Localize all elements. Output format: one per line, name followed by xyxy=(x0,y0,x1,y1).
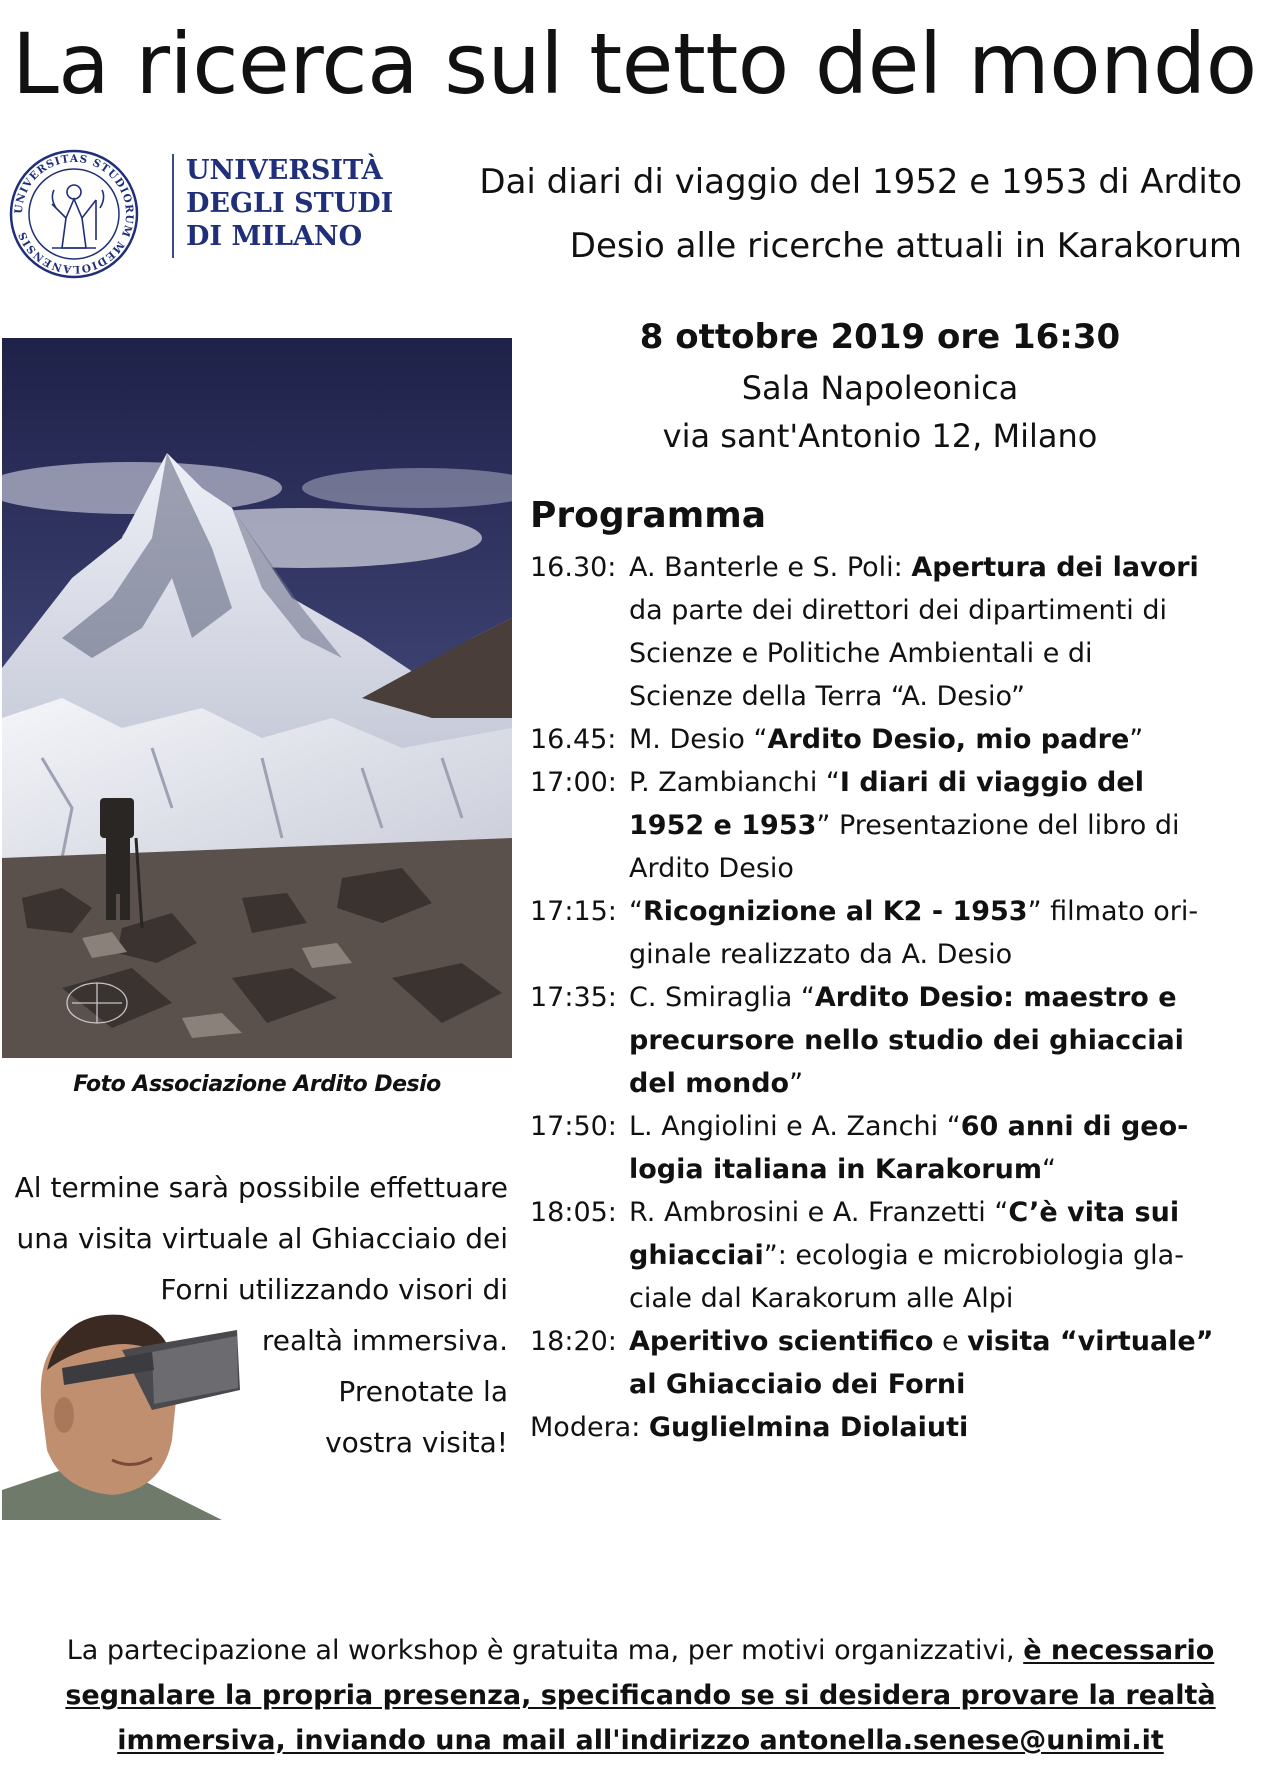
vr-note-line: Prenotate la xyxy=(338,1375,508,1408)
program-entry-time: 17:35: xyxy=(530,982,617,1013)
program-entry-line xyxy=(629,1277,1270,1320)
mountain-glacier-photo xyxy=(2,338,512,1058)
university-name-line: DEGLI STUDI xyxy=(186,188,394,219)
vr-note-line: realtà immersiva. xyxy=(261,1324,508,1357)
program-entry xyxy=(530,718,1270,761)
program-entry-emphasis: Aperitivo scientifico xyxy=(629,1326,934,1357)
program-entry-line xyxy=(629,847,1270,890)
vr-visit-note xyxy=(0,1162,508,1468)
footer-line xyxy=(0,1628,1281,1673)
program-entry-text: ” xyxy=(789,1068,804,1099)
program-entry-description xyxy=(629,761,1270,890)
program-entry-emphasis: precursore nello studio dei ghiacciai xyxy=(629,1025,1184,1056)
vr-note-line: Forni utilizzando visori di xyxy=(160,1273,508,1306)
program-entry-line xyxy=(629,1320,1270,1363)
program-entry-text: Scienze della Terra “A. Desio” xyxy=(629,681,1026,712)
program-entry-line xyxy=(629,718,1270,761)
program-entry-text: ” Presentazione del libro di xyxy=(816,810,1180,841)
program-entry-emphasis: I diari di viaggio del xyxy=(839,767,1144,798)
program-entry-time: 17:50: xyxy=(530,1111,617,1142)
program-entry-text: R. Ambrosini e A. Franzetti “ xyxy=(629,1197,1009,1228)
program-entry-text: ginale realizzato da A. Desio xyxy=(629,939,1013,970)
program-entry-text: “ xyxy=(1041,1154,1056,1185)
footer-line xyxy=(0,1673,1281,1718)
program-entry xyxy=(530,890,1270,976)
logo-divider xyxy=(172,154,174,258)
program-entry-time: 18:05: xyxy=(530,1197,617,1228)
svg-text:UNIVERSITAS STUDIORUM MEDIOLAN xyxy=(13,153,135,275)
event-info xyxy=(560,310,1200,460)
program-entry-description xyxy=(629,890,1270,976)
program-entry-line xyxy=(629,1062,1270,1105)
program-entry-time: 17:00: xyxy=(530,767,617,798)
program-entry xyxy=(530,1191,1270,1320)
program-entry-text: “ xyxy=(629,896,643,927)
program-entry-description xyxy=(629,1191,1270,1320)
footer-contact[interactable]: immersiva, inviando una mail all'indirizzo antonella.senese@unimi.it xyxy=(117,1725,1164,1756)
footer-text: La partecipazione al workshop è gratuita ma, per motivi organizzativi, xyxy=(66,1635,1024,1666)
program-entry-description xyxy=(629,1320,1270,1406)
program-heading: Programma xyxy=(530,495,767,536)
program-entry-emphasis: Apertura dei lavori xyxy=(911,552,1199,583)
program-entry-description xyxy=(629,546,1270,718)
event-address: via sant'Antonio 12, Milano xyxy=(662,417,1098,455)
program-entry-emphasis: Ricognizione al K2 - 1953 xyxy=(643,896,1028,927)
program-entry-description xyxy=(629,1105,1270,1191)
program-entry xyxy=(530,761,1270,890)
university-name-line: DI MILANO xyxy=(186,221,363,252)
program-entry-text: da parte dei direttori dei dipartimenti di xyxy=(629,595,1167,626)
university-seal-icon xyxy=(8,148,140,280)
university-logo xyxy=(8,140,403,275)
program-entry-time: 16.30: xyxy=(530,552,617,583)
program-entry-text: Scienze e Politiche Ambientali e di xyxy=(629,638,1093,669)
program-entry-line xyxy=(629,804,1270,847)
program-entry-text: Ardito Desio xyxy=(629,853,794,884)
program-entry xyxy=(530,546,1270,718)
program-entry-text: C. Smiraglia “ xyxy=(629,982,815,1013)
moderator-line xyxy=(530,1406,1270,1449)
program-entry-text: A. Banterle e S. Poli: xyxy=(629,552,912,583)
program-entry-emphasis: al Ghiacciaio dei Forni xyxy=(629,1369,966,1400)
subtitle-line: Dai diari di viaggio del 1952 e 1953 di Ardito xyxy=(479,162,1242,202)
program-entry-text: e xyxy=(933,1326,968,1357)
program-entry-line xyxy=(629,1148,1270,1191)
program-entry-line xyxy=(629,1019,1270,1062)
program-entry-emphasis: 60 anni di geo- xyxy=(960,1111,1189,1142)
program-entry-time: 16.45: xyxy=(530,724,617,755)
photo-credit: Foto Associazione Ardito Desio xyxy=(73,1072,441,1097)
program-entry-line xyxy=(629,1234,1270,1277)
program-entry-line xyxy=(629,933,1270,976)
program-entry-text: ”: ecologia e microbiologia gla- xyxy=(763,1240,1184,1271)
program-entry xyxy=(530,976,1270,1105)
program-entry-line xyxy=(629,589,1270,632)
program-entry-time: 17:15: xyxy=(530,896,617,927)
program-entry xyxy=(530,1320,1270,1406)
program-list xyxy=(530,546,1270,1406)
program-entry-line xyxy=(629,890,1270,933)
program-entry-description xyxy=(629,718,1270,761)
program-entry-text: ” xyxy=(1129,724,1144,755)
program-entry-emphasis: Ardito Desio, mio padre xyxy=(767,724,1130,755)
university-name xyxy=(186,154,393,253)
subtitle xyxy=(430,150,1242,278)
program-entry-line xyxy=(629,761,1270,804)
program-entry-line xyxy=(629,1363,1270,1406)
program-entry-line xyxy=(629,1105,1270,1148)
program-entry xyxy=(530,1105,1270,1191)
program-entry-time: 18:20: xyxy=(530,1326,617,1357)
program-entry-line xyxy=(629,976,1270,1019)
event-venue: Sala Napoleonica xyxy=(741,369,1019,407)
program-entry-text: ciale dal Karakorum alle Alpi xyxy=(629,1283,1014,1314)
program-entry-emphasis: C’è vita sui xyxy=(1008,1197,1180,1228)
footer-emphasis: è necessario xyxy=(1023,1635,1215,1666)
program-entry-text: M. Desio “ xyxy=(629,724,768,755)
program-entry-emphasis: Ardito Desio: maestro e xyxy=(814,982,1177,1013)
event-date: 8 ottobre 2019 ore 16:30 xyxy=(639,317,1121,357)
program-entry-emphasis: visita “virtuale” xyxy=(967,1326,1214,1357)
seal-text: UNIVERSITAS STUDIORUM MEDIOLANENSIS xyxy=(12,152,136,276)
program-entry-line xyxy=(629,546,1270,589)
footer-line xyxy=(0,1718,1281,1763)
program-entry-emphasis: logia italiana in Karakorum xyxy=(629,1154,1042,1185)
footer-emphasis: segnalare la propria presenza, specificando se si desidera provare la realtà xyxy=(65,1680,1216,1711)
program-entry-text: L. Angiolini e A. Zanchi “ xyxy=(629,1111,961,1142)
program-entry-line xyxy=(629,1191,1270,1234)
vr-note-line: Al termine sarà possibile effettuare xyxy=(14,1171,508,1204)
moderator-label: Modera: xyxy=(530,1412,649,1443)
program-entry-emphasis: ghiacciai xyxy=(629,1240,764,1271)
subtitle-line: Desio alle ricerche attuali in Karakorum xyxy=(569,226,1242,266)
moderator-name: Guglielmina Diolaiuti xyxy=(648,1412,969,1443)
registration-note xyxy=(0,1628,1281,1763)
program-entry-text: ” filmato ori- xyxy=(1027,896,1199,927)
program-entry-emphasis: del mondo xyxy=(629,1068,790,1099)
vr-note-line: una visita virtuale al Ghiacciaio dei xyxy=(16,1222,508,1255)
program-section xyxy=(530,490,1270,1449)
program-entry-emphasis: 1952 e 1953 xyxy=(629,810,817,841)
vr-note-line: vostra visita! xyxy=(325,1426,508,1459)
university-name-line: UNIVERSITÀ xyxy=(186,155,383,186)
poster-title: La ricerca sul tetto del mondo xyxy=(12,15,1257,113)
program-entry-description xyxy=(629,976,1270,1105)
program-entry-line xyxy=(629,675,1270,718)
program-entry-line xyxy=(629,632,1270,675)
program-entry-text: P. Zambianchi “ xyxy=(629,767,840,798)
